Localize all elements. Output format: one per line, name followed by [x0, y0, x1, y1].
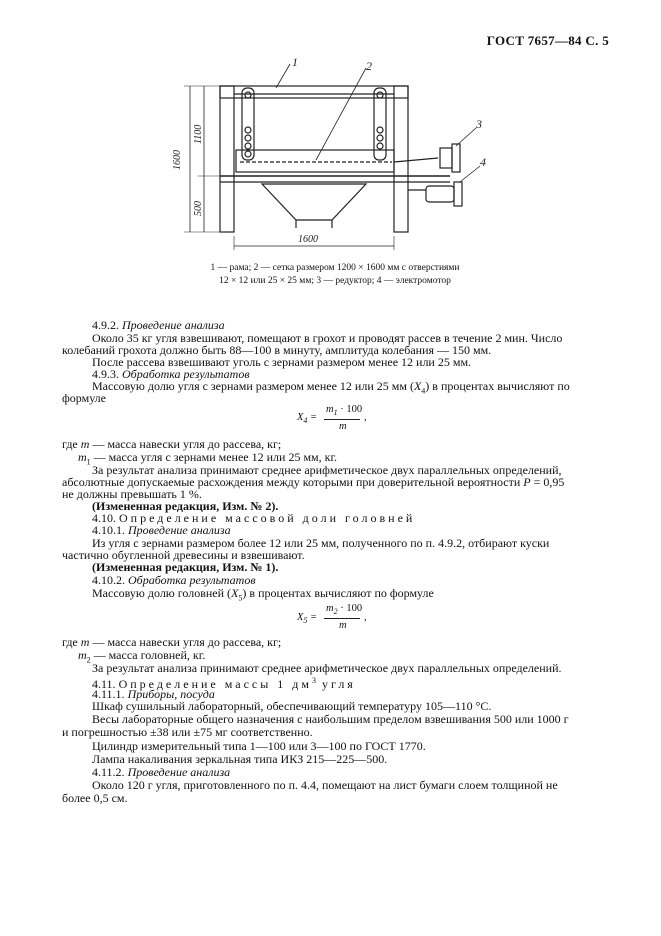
section-4-11: 4.11. Определение массы 1 $дм^3$ угля — [92, 676, 356, 691]
figure-caption-line1: 1 — рама; 2 — сетка размером 1200 × 1600 мм с отверстиями — [210, 263, 460, 273]
label-3: 3 — [476, 117, 482, 131]
paragraph: Около 35 кг угля взвешивают, помещают в грохот и проводят рассев в течение 2 мин. Число — [92, 331, 563, 345]
section-4-11-1: 4.11.1. Приборы, посуда — [92, 687, 215, 701]
paragraph: Массовую долю угля с зернами размером менее 12 или 25 мм $(X_4)$ в процентах вычисляют по — [92, 379, 570, 396]
paragraph: Лампа накаливания зеркальная типа ИКЗ 215—225—500. — [92, 752, 388, 766]
figure-caption-line2: 12 × 12 или 25 × 25 мм; 3 — редуктор; 4 — электромотор — [219, 276, 451, 286]
where-line: $m_2$ — масса головней, кг. — [78, 648, 206, 665]
label-4: 4 — [480, 155, 486, 169]
where-line: где m — масса навески угля до рассева, кг; — [62, 635, 282, 649]
paragraph: более 0,5 см. — [62, 791, 128, 805]
sieve-diagram — [150, 58, 490, 258]
dim-lower-height: 500 — [193, 201, 204, 216]
section-4-10-2: 4.10.2. Обработка результатов — [92, 573, 256, 587]
label-1: 1 — [292, 58, 298, 69]
paragraph: Цилиндр измерительный типа 1—100 или 3—100 по ГОСТ 1770. — [92, 739, 426, 753]
section-4-9-2: 4.9.2. Проведение анализа — [92, 318, 225, 332]
paragraph: абсолютные допускаемые расхождения между которыми при доверительной вероятности P = 0,95 — [62, 475, 565, 489]
dim-width: 1600 — [298, 234, 318, 245]
paragraph: Около 120 г угля, приготовленного по п. 4.4, помещают на лист бумаги слоем толщиной не — [92, 778, 558, 792]
hopper — [262, 184, 366, 220]
paragraph: За результат анализа принимают среднее арифметическое двух параллельных определений, — [92, 463, 562, 477]
paragraph: частично обугленной древесины и взвешивают. — [62, 548, 305, 562]
paragraph: и погрешностью ±38 или ±75 мг соответственно. — [62, 725, 313, 739]
paragraph: Массовую долю головней $(X_5)$ в процентах вычисляют по формуле — [92, 586, 434, 603]
section-4-10-1: 4.10.1. Проведение анализа — [92, 523, 231, 537]
frame-right-post — [394, 86, 408, 232]
where-line: где m — масса навески угля до рассева, кг; — [62, 437, 282, 451]
section-4-9-3: 4.9.3. Обработка результатов — [92, 367, 250, 381]
dim-total-height: 1600 — [172, 150, 183, 170]
page-header: ГОСТ 7657—84 С. 5 — [486, 33, 609, 48]
paragraph: Весы лабораторные общего назначения с наибольшим пределом взвешивания 500 или 1000 г — [92, 712, 569, 726]
amendment-note: (Измененная редакция, Изм. № 1). — [92, 560, 279, 574]
paragraph: За результат анализа принимают среднее арифметическое двух параллельных определений. — [92, 661, 562, 675]
sieve-box — [236, 150, 394, 172]
reducer — [440, 148, 452, 168]
frame-left-post — [220, 86, 234, 232]
motor — [426, 186, 454, 202]
paragraph: Шкаф сушильный лабораторный, обеспечивающий температуру 105—110 °С. — [92, 699, 492, 713]
paragraph: Из угля с зернами размером более 12 или 25 мм, полученного по п. 4.9.2, отбирают куски — [92, 536, 550, 550]
dim-upper-height: 1100 — [193, 124, 204, 144]
paragraph: формуле — [62, 391, 106, 405]
paragraph: После рассева взвешивают уголь с зернами размером менее 12 или 25 мм. — [92, 355, 472, 369]
paragraph: не должны превышать 1 %. — [62, 487, 202, 501]
where-line: $m_1$ — масса угля с зернами менее 12 или 25 мм, кг. — [78, 450, 338, 467]
section-4-11-2: 4.11.2. Проведение анализа — [92, 765, 231, 779]
paragraph: колебаний грохота должно быть 88—100 в минуту, амплитуда колебания — 150 мм. — [62, 343, 492, 357]
amendment-note: (Измененная редакция, Изм. № 2). — [92, 499, 279, 513]
label-2: 2 — [366, 59, 372, 73]
section-4-10: 4.10. Определение массовой доли головней — [92, 511, 416, 525]
